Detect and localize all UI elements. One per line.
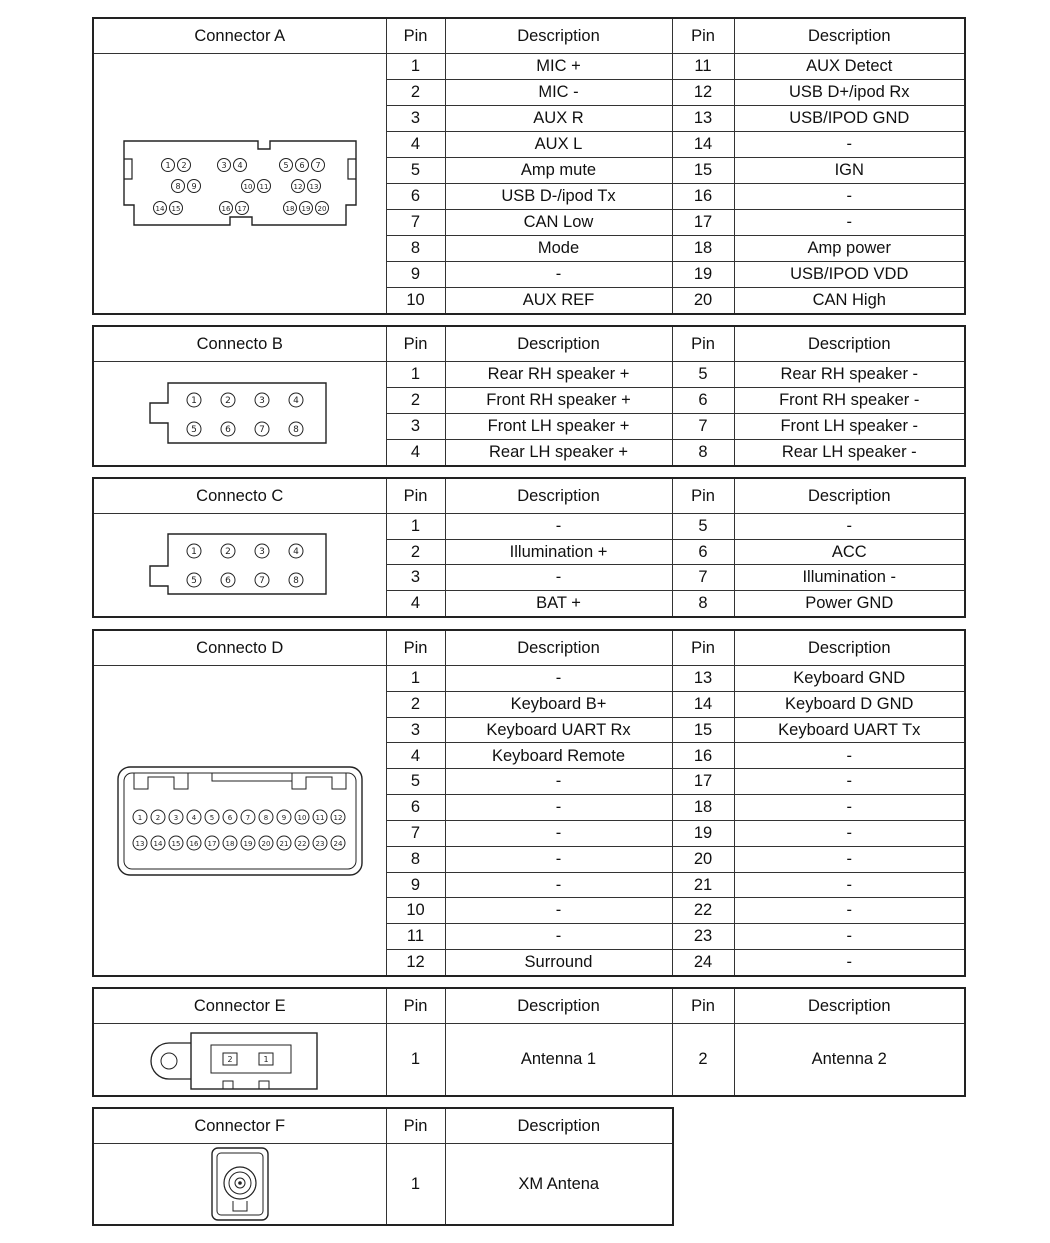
- pin-cell: 5: [386, 769, 445, 795]
- description-cell: Antenna 1: [445, 1024, 672, 1097]
- pin-cell: 1: [386, 1024, 445, 1097]
- pin-cell: 2: [386, 79, 445, 105]
- connector-c-table: [92, 477, 966, 618]
- svg-text:5: 5: [209, 813, 214, 822]
- connector-f-title: Connector F: [93, 1108, 386, 1144]
- description-cell: -: [734, 924, 965, 950]
- svg-text:2: 2: [227, 1054, 233, 1064]
- description-header: Description: [734, 988, 965, 1024]
- description-cell: -: [734, 949, 965, 976]
- description-cell: Rear LH speaker +: [445, 439, 672, 466]
- svg-text:8: 8: [263, 813, 268, 822]
- description-cell: -: [734, 183, 965, 209]
- pin-cell: 10: [386, 898, 445, 924]
- pin-header: Pin: [386, 1108, 445, 1144]
- pin-header: Pin: [386, 326, 445, 362]
- svg-text:2: 2: [155, 813, 160, 822]
- pin-cell: 13: [672, 666, 734, 692]
- svg-text:12: 12: [293, 182, 303, 191]
- svg-text:7: 7: [245, 813, 250, 822]
- pin-cell: 21: [672, 872, 734, 898]
- description-cell: AUX Detect: [734, 54, 965, 80]
- description-header: Description: [445, 1108, 673, 1144]
- svg-text:12: 12: [333, 813, 343, 822]
- pin-cell: 1: [386, 54, 445, 80]
- connector-a-diagram: [93, 54, 386, 315]
- pin-cell: 20: [672, 287, 734, 314]
- pin-cell: 5: [672, 514, 734, 540]
- connector-a-pinout-icon: [120, 139, 360, 229]
- pin-cell: 4: [386, 131, 445, 157]
- pin-header: Pin: [672, 326, 734, 362]
- description-cell: Amp mute: [445, 157, 672, 183]
- pin-cell: 6: [672, 539, 734, 565]
- description-cell: -: [734, 209, 965, 235]
- pin-cell: 16: [672, 743, 734, 769]
- description-cell: -: [734, 820, 965, 846]
- svg-text:7: 7: [258, 424, 265, 435]
- svg-text:6: 6: [299, 160, 305, 170]
- pin-cell: 2: [672, 1024, 734, 1097]
- pin-cell: 19: [672, 820, 734, 846]
- description-cell: MIC -: [445, 79, 672, 105]
- pin-cell: 10: [386, 287, 445, 314]
- pin-cell: 4: [386, 743, 445, 769]
- svg-text:2: 2: [181, 160, 187, 170]
- pin-header: Pin: [672, 478, 734, 514]
- connector-e-body: [93, 988, 965, 1096]
- svg-text:13: 13: [135, 839, 145, 848]
- svg-text:23: 23: [315, 839, 325, 848]
- pin-cell: 11: [386, 924, 445, 950]
- svg-text:1: 1: [165, 160, 171, 170]
- svg-text:3: 3: [258, 395, 265, 406]
- svg-text:14: 14: [155, 204, 165, 213]
- description-cell: Keyboard GND: [734, 666, 965, 692]
- svg-text:16: 16: [189, 839, 199, 848]
- pin-cell: 2: [386, 691, 445, 717]
- description-header: Description: [445, 630, 672, 666]
- description-cell: -: [445, 514, 672, 540]
- pin-cell: 6: [386, 183, 445, 209]
- svg-text:10: 10: [243, 182, 253, 191]
- description-cell: CAN Low: [445, 209, 672, 235]
- connector-f-table: [92, 1107, 674, 1226]
- description-cell: ACC: [734, 539, 965, 565]
- pin-cell: 16: [672, 183, 734, 209]
- pin-cell: 1: [386, 514, 445, 540]
- description-cell: Keyboard B+: [445, 691, 672, 717]
- description-cell: -: [445, 565, 672, 591]
- svg-text:7: 7: [258, 576, 265, 586]
- connector-d-pinout-icon: [112, 761, 368, 881]
- description-cell: Keyboard Remote: [445, 743, 672, 769]
- pin-cell: 6: [386, 795, 445, 821]
- connector-e-header-row: [93, 988, 965, 1024]
- connector-e-diagram: [93, 1024, 386, 1097]
- pin-cell: 20: [672, 846, 734, 872]
- description-cell: Amp power: [734, 235, 965, 261]
- svg-text:1: 1: [190, 395, 197, 406]
- pin-cell: 3: [386, 413, 445, 439]
- svg-text:1: 1: [137, 813, 142, 822]
- pin-header: Pin: [672, 630, 734, 666]
- svg-text:11: 11: [259, 182, 269, 191]
- svg-text:6: 6: [227, 813, 232, 822]
- svg-text:19: 19: [243, 839, 253, 848]
- description-cell: -: [734, 872, 965, 898]
- pin-cell: 4: [386, 439, 445, 466]
- connector-a-table: [92, 17, 966, 315]
- pin-cell: 14: [672, 131, 734, 157]
- description-cell: Keyboard UART Tx: [734, 717, 965, 743]
- description-cell: -: [445, 666, 672, 692]
- svg-text:4: 4: [292, 395, 299, 406]
- table-row: [93, 514, 965, 540]
- svg-text:15: 15: [171, 204, 181, 213]
- svg-text:14: 14: [153, 839, 163, 848]
- svg-text:1: 1: [190, 547, 197, 557]
- pin-header: Pin: [386, 988, 445, 1024]
- pin-cell: 1: [386, 362, 445, 388]
- description-cell: USB D-/ipod Tx: [445, 183, 672, 209]
- description-cell: -: [445, 261, 672, 287]
- svg-text:6: 6: [224, 424, 231, 435]
- pin-cell: 11: [672, 54, 734, 80]
- pin-header: Pin: [672, 18, 734, 54]
- pin-cell: 12: [386, 949, 445, 976]
- pin-cell: 17: [672, 209, 734, 235]
- svg-text:2: 2: [224, 395, 231, 406]
- svg-text:3: 3: [173, 813, 178, 822]
- description-header: Description: [734, 326, 965, 362]
- pin-cell: 6: [672, 387, 734, 413]
- description-cell: Rear LH speaker -: [734, 439, 965, 466]
- pin-cell: 1: [386, 1144, 445, 1226]
- pin-cell: 7: [386, 209, 445, 235]
- description-cell: Mode: [445, 235, 672, 261]
- connector-a-body: [93, 18, 965, 314]
- description-cell: USB/IPOD VDD: [734, 261, 965, 287]
- svg-text:5: 5: [283, 160, 289, 170]
- pin-cell: 1: [386, 666, 445, 692]
- table-row: [93, 1144, 673, 1226]
- description-cell: Front RH speaker -: [734, 387, 965, 413]
- connector-d-table: [92, 629, 966, 977]
- description-cell: USB D+/ipod Rx: [734, 79, 965, 105]
- svg-text:21: 21: [279, 839, 289, 848]
- description-cell: Antenna 2: [734, 1024, 965, 1097]
- svg-text:15: 15: [171, 839, 181, 848]
- pin-cell: 18: [672, 795, 734, 821]
- description-cell: -: [734, 795, 965, 821]
- description-cell: -: [445, 846, 672, 872]
- svg-text:16: 16: [221, 204, 231, 213]
- svg-text:20: 20: [317, 204, 327, 213]
- pin-cell: 17: [672, 769, 734, 795]
- description-cell: Power GND: [734, 590, 965, 617]
- svg-text:8: 8: [175, 181, 181, 191]
- pin-cell: 7: [672, 565, 734, 591]
- connector-a-header-row: [93, 18, 965, 54]
- description-header: Description: [445, 326, 672, 362]
- description-header: Description: [734, 630, 965, 666]
- pin-cell: 9: [386, 872, 445, 898]
- svg-text:4: 4: [237, 160, 243, 170]
- description-cell: Surround: [445, 949, 672, 976]
- description-header: Description: [734, 478, 965, 514]
- description-cell: -: [734, 743, 965, 769]
- connector-f-pinout-icon: [205, 1145, 275, 1223]
- connector-a-title: Connector A: [93, 18, 386, 54]
- pin-cell: 23: [672, 924, 734, 950]
- svg-text:17: 17: [237, 204, 247, 213]
- description-header: Description: [445, 988, 672, 1024]
- svg-text:5: 5: [190, 424, 197, 435]
- description-cell: Rear RH speaker +: [445, 362, 672, 388]
- pin-header: Pin: [386, 630, 445, 666]
- svg-text:5: 5: [190, 576, 197, 586]
- connector-d-diagram: [93, 666, 386, 977]
- svg-text:8: 8: [292, 576, 299, 586]
- description-cell: Rear RH speaker -: [734, 362, 965, 388]
- description-cell: -: [445, 820, 672, 846]
- svg-text:17: 17: [207, 839, 217, 848]
- connector-b-body: [93, 326, 965, 466]
- svg-text:10: 10: [297, 813, 307, 822]
- description-cell: -: [734, 131, 965, 157]
- pin-cell: 5: [672, 362, 734, 388]
- pin-cell: 2: [386, 387, 445, 413]
- svg-text:4: 4: [292, 547, 299, 557]
- pin-cell: 3: [386, 565, 445, 591]
- description-cell: Keyboard D GND: [734, 691, 965, 717]
- description-cell: -: [445, 795, 672, 821]
- table-row: [93, 1024, 965, 1097]
- connector-f-diagram: [93, 1144, 386, 1226]
- pin-cell: 4: [386, 590, 445, 617]
- description-cell: MIC +: [445, 54, 672, 80]
- pin-cell: 15: [672, 717, 734, 743]
- pin-cell: 18: [672, 235, 734, 261]
- svg-text:9: 9: [281, 813, 286, 822]
- svg-text:3: 3: [258, 547, 265, 557]
- svg-text:22: 22: [297, 839, 307, 848]
- svg-text:19: 19: [301, 204, 311, 213]
- pin-cell: 24: [672, 949, 734, 976]
- description-cell: IGN: [734, 157, 965, 183]
- description-cell: Front LH speaker +: [445, 413, 672, 439]
- connector-b-diagram: [93, 362, 386, 467]
- connector-f-body: [93, 1108, 673, 1225]
- connector-b-title: Connecto B: [93, 326, 386, 362]
- connector-b-table: [92, 325, 966, 467]
- svg-text:3: 3: [221, 160, 227, 170]
- pin-header: Pin: [386, 478, 445, 514]
- description-cell: AUX L: [445, 131, 672, 157]
- description-cell: -: [445, 924, 672, 950]
- connector-c-body: [93, 478, 965, 617]
- pin-cell: 22: [672, 898, 734, 924]
- description-cell: Front RH speaker +: [445, 387, 672, 413]
- description-cell: AUX REF: [445, 287, 672, 314]
- connector-d-header-row: [93, 630, 965, 666]
- pin-header: Pin: [386, 18, 445, 54]
- description-cell: Illumination -: [734, 565, 965, 591]
- description-cell: Illumination +: [445, 539, 672, 565]
- pin-cell: 3: [386, 105, 445, 131]
- pin-cell: 7: [386, 820, 445, 846]
- pin-cell: 8: [386, 846, 445, 872]
- table-row: [93, 54, 965, 80]
- description-cell: -: [734, 514, 965, 540]
- pin-cell: 19: [672, 261, 734, 287]
- svg-text:6: 6: [224, 576, 231, 586]
- connector-d-title: Connecto D: [93, 630, 386, 666]
- connector-b-header-row: [93, 326, 965, 362]
- table-row: [93, 666, 965, 692]
- description-cell: XM Antena: [445, 1144, 673, 1226]
- description-cell: -: [445, 872, 672, 898]
- description-cell: Keyboard UART Rx: [445, 717, 672, 743]
- svg-text:24: 24: [333, 839, 343, 848]
- description-cell: -: [445, 769, 672, 795]
- description-cell: CAN High: [734, 287, 965, 314]
- table-row: [93, 362, 965, 388]
- pin-cell: 14: [672, 691, 734, 717]
- connector-d-body: [93, 630, 965, 976]
- svg-text:18: 18: [285, 204, 295, 213]
- description-cell: USB/IPOD GND: [734, 105, 965, 131]
- connector-c-header-row: [93, 478, 965, 514]
- svg-text:1: 1: [263, 1054, 269, 1064]
- pin-cell: 5: [386, 157, 445, 183]
- description-header: Description: [445, 478, 672, 514]
- description-header: Description: [445, 18, 672, 54]
- description-header: Description: [734, 18, 965, 54]
- connector-b-pinout-icon: [140, 379, 340, 449]
- svg-text:9: 9: [191, 181, 197, 191]
- connector-f-header-row: [93, 1108, 673, 1144]
- description-cell: -: [734, 898, 965, 924]
- svg-text:2: 2: [224, 547, 231, 557]
- svg-text:11: 11: [315, 813, 325, 822]
- pin-cell: 8: [672, 439, 734, 466]
- pin-cell: 9: [386, 261, 445, 287]
- connector-e-pinout-icon: [145, 1027, 335, 1093]
- description-cell: -: [445, 898, 672, 924]
- connector-e-table: [92, 987, 966, 1097]
- description-cell: AUX R: [445, 105, 672, 131]
- pin-cell: 12: [672, 79, 734, 105]
- pin-cell: 13: [672, 105, 734, 131]
- svg-text:4: 4: [191, 813, 196, 822]
- pin-cell: 8: [386, 235, 445, 261]
- connector-c-diagram: [93, 514, 386, 618]
- svg-text:18: 18: [225, 839, 235, 848]
- connector-e-title: Connector E: [93, 988, 386, 1024]
- pin-header: Pin: [672, 988, 734, 1024]
- connector-c-title: Connecto C: [93, 478, 386, 514]
- description-cell: BAT +: [445, 590, 672, 617]
- svg-text:8: 8: [292, 424, 299, 435]
- description-cell: -: [734, 769, 965, 795]
- connector-c-pinout-icon: [140, 530, 340, 600]
- pin-cell: 8: [672, 590, 734, 617]
- pin-cell: 7: [672, 413, 734, 439]
- pin-cell: 3: [386, 717, 445, 743]
- description-cell: Front LH speaker -: [734, 413, 965, 439]
- svg-text:20: 20: [261, 839, 271, 848]
- description-cell: -: [734, 846, 965, 872]
- pin-cell: 2: [386, 539, 445, 565]
- svg-text:7: 7: [315, 160, 321, 170]
- svg-text:13: 13: [309, 182, 319, 191]
- pin-cell: 15: [672, 157, 734, 183]
